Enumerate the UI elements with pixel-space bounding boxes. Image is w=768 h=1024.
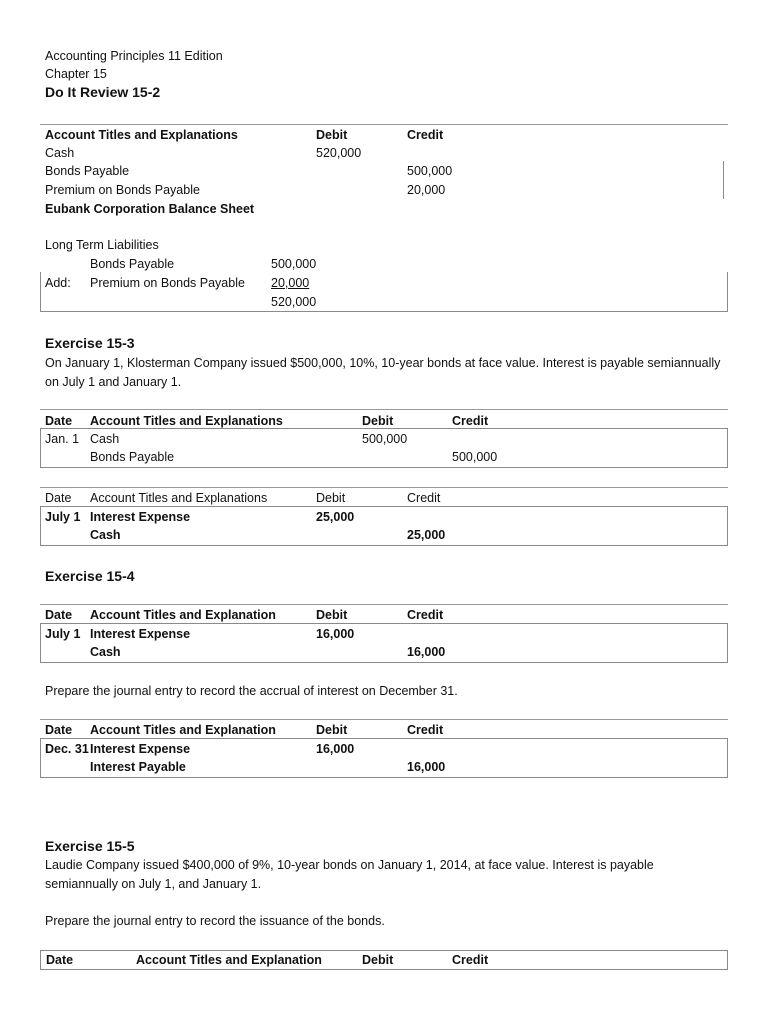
col-header-date: Date: [46, 953, 74, 967]
entry-account: Interest Payable: [90, 760, 186, 774]
review-row-credit: 500,000: [407, 164, 453, 178]
doc-source: Accounting Principles 11 Edition: [45, 49, 223, 63]
section-title-ex155: Exercise 15-5: [45, 838, 135, 854]
entry-date: Dec. 31: [45, 742, 89, 756]
entry-credit: 25,000: [407, 528, 446, 542]
col-header-date: Date: [45, 608, 73, 622]
table-divider: [40, 124, 728, 125]
entry-account: Bonds Payable: [90, 450, 175, 464]
col-header-debit: Debit: [362, 414, 394, 428]
table-divider: [40, 604, 728, 605]
entry-credit: 16,000: [407, 760, 446, 774]
section-title-ex153: Exercise 15-3: [45, 335, 135, 351]
bonds-payable-amount: 500,000: [271, 257, 317, 271]
col-header-account: Account Titles and Explanation: [90, 723, 276, 737]
col-header-credit: Credit: [452, 953, 489, 967]
entry-account: Interest Expense: [90, 742, 191, 756]
col-header-account: Account Titles and Explanation: [90, 608, 276, 622]
balance-sheet-title: Eubank Corporation Balance Sheet: [45, 202, 255, 216]
section-title-ex154: Exercise 15-4: [45, 568, 135, 584]
table-divider: [40, 409, 728, 410]
table-divider: [40, 719, 728, 720]
col-header-account: Account Titles and Explanation: [136, 953, 322, 967]
col-header-account: Account Titles and Explanations: [90, 491, 268, 505]
review-row-account: Bonds Payable: [45, 164, 130, 178]
col-header-debit: Debit: [316, 491, 346, 505]
entry-account: Interest Expense: [90, 627, 191, 641]
review-row-debit: 520,000: [316, 146, 362, 160]
doc-chapter: Chapter 15: [45, 67, 107, 81]
col-header-account: Account Titles and Explanations: [90, 414, 283, 428]
add-label: Add:: [45, 276, 71, 290]
col-header-credit: Credit: [407, 491, 441, 505]
ex154-prompt: Prepare the journal entry to record the accrual of interest on December 31.: [45, 684, 458, 698]
entry-account: Cash: [90, 432, 120, 446]
ex153-description-cont: on July 1 and January 1.: [45, 375, 182, 389]
entry-date: July 1: [45, 627, 81, 641]
col-header-debit: Debit: [316, 128, 348, 142]
col-header-account: Account Titles and Explanations: [45, 128, 238, 142]
ex155-description-cont: semiannually on July 1, and January 1.: [45, 877, 262, 891]
table-border: [723, 161, 724, 199]
entry-date: July 1: [45, 510, 81, 524]
table-divider: [40, 487, 728, 488]
review-row-account: Premium on Bonds Payable: [45, 183, 200, 197]
entry-date: Jan. 1: [45, 432, 80, 446]
section-title-review: Do It Review 15-2: [45, 84, 161, 100]
ex155-prompt: Prepare the journal entry to record the issuance of the bonds.: [45, 914, 385, 928]
entry-debit: 25,000: [316, 510, 355, 524]
entry-debit: 500,000: [362, 432, 408, 446]
col-header-credit: Credit: [407, 128, 444, 142]
entry-account: Cash: [90, 645, 121, 659]
ex155-description: Laudie Company issued $400,000 of 9%, 10-year bonds on January 1, 2014, at face value. Interest is payable: [45, 858, 654, 872]
ex153-description: On January 1, Klosterman Company issued $500,000, 10%, 10-year bonds at face value. Interest is payable semiannually: [45, 356, 721, 370]
col-header-debit: Debit: [316, 723, 348, 737]
bonds-payable-label: Bonds Payable: [90, 257, 175, 271]
col-header-credit: Credit: [452, 414, 489, 428]
col-header-debit: Debit: [316, 608, 348, 622]
col-header-debit: Debit: [362, 953, 394, 967]
col-header-credit: Credit: [407, 723, 444, 737]
entry-credit: 500,000: [452, 450, 498, 464]
col-header-date: Date: [45, 414, 73, 428]
liabilities-label: Long Term Liabilities: [45, 238, 159, 252]
total-liabilities-amount: 520,000: [271, 295, 317, 309]
entry-credit: 16,000: [407, 645, 446, 659]
col-header-credit: Credit: [407, 608, 444, 622]
entry-account: Cash: [90, 528, 121, 542]
premium-label: Premium on Bonds Payable: [90, 276, 245, 290]
entry-account: Interest Expense: [90, 510, 191, 524]
review-row-credit: 20,000: [407, 183, 446, 197]
col-header-date: Date: [45, 491, 72, 505]
premium-amount: 20,000: [271, 276, 310, 290]
review-row-account: Cash: [45, 146, 75, 160]
entry-debit: 16,000: [316, 627, 355, 641]
col-header-date: Date: [45, 723, 73, 737]
entry-debit: 16,000: [316, 742, 355, 756]
